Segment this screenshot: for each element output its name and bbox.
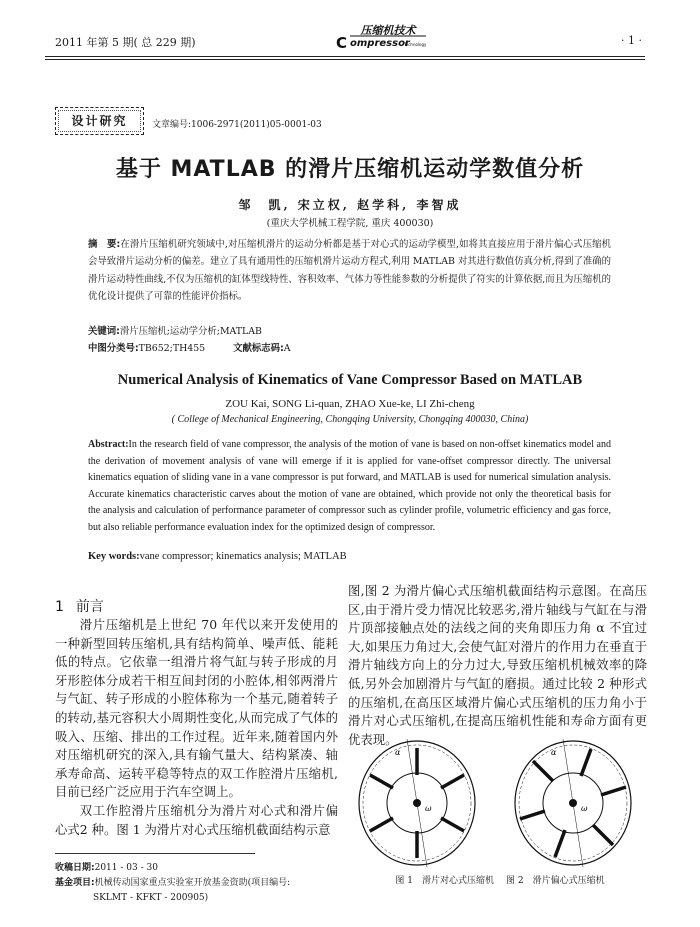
authors-cn: 邹 凯, 宋立权, 赵学科, 李智成	[238, 198, 462, 212]
logo-c: C	[336, 34, 348, 52]
svg-text:ω: ω	[581, 804, 588, 813]
classification-cn: 中图分类号:TB652;TH455 文献标志码:A	[88, 343, 291, 354]
paragraph-3: 图,图 2 为滑片偏心式压缩机截面结构示意图。在高压区,由于滑片受力情况比较恶劣,滑片轴线与气缸在与滑片顶部接触点处的法线之间的夹角即压力角 α 不宜过大,如果压力角过大,会使气缸对滑片的作用力在垂直于滑片轴线方向上的分力过大,导致压缩机机械效率的降低,另外会加剧滑片与气缸的磨损。通过比较 2 种形式的压缩机,在高压区域滑片偏心式压缩机的压力角小于滑片对心式压缩机,在提高压缩机性能和寿命方面有更优表现。	[348, 583, 647, 747]
figure-2-caption: 图 2 滑片偏心式压缩机	[506, 876, 605, 886]
keywords-cn: 关键词:滑片压缩机;运动学分析;MATLAB	[88, 326, 262, 337]
logo-en-small: Technology	[404, 42, 427, 47]
abstract-en	[88, 437, 611, 537]
section-heading: 1 前言	[55, 599, 104, 615]
abstract-cn	[88, 236, 611, 305]
figure-captions	[350, 873, 650, 886]
figure-1-drawing	[359, 739, 475, 867]
abstract-cn-label: 摘 要:	[88, 239, 121, 250]
footnote-rule	[55, 853, 255, 854]
title-en: Numerical Analysis of Kinematics of Vane Compressor Based on MATLAB	[117, 372, 583, 388]
section-tag: 设计研究	[55, 107, 144, 135]
authors-en: ZOU Kai, SONG Li-quan, ZHAO Xue-ke, LI Zhi-cheng	[225, 398, 475, 410]
keywords-en: Key words:vane compressor; kinematics analysis; MATLAB	[88, 551, 347, 562]
svg-text:α: α	[551, 748, 557, 757]
body-column-right	[348, 582, 647, 749]
journal-logo	[330, 22, 430, 52]
svg-text:ω: ω	[425, 804, 432, 813]
abstract-en-text: In the research field of vane compressor, the analysis of the motion of vane is based on non-offset kinematics model and the derivation of movement analysis of vane will emerge if it is applied for vane-offset compressor directly. The universal kinematics equation of sliding vane in a vane compressor is put forward, and MATLAB is used for numerical simulation analysis. Accurate kinematics characteristic carves about the motion of vane are obtained, which provide not only the theoretical basis for the analysis and calculation of performance parameter of compressor such as cylinder profile, volumetric efficiency and gas force, but also reliable performance evaluation index for the optimized design of compressor.	[88, 439, 611, 533]
logo-en: ompressor	[350, 38, 410, 49]
paragraph-1: 滑片压缩机是上世纪 70 年代以来开发使用的一种新型回转压缩机,具有结构简单、噪声低、能耗低的特点。它依靠一组滑片将气缸与转子形成的月牙形腔体分成若干相互间封闭的小腔体,相邻两滑片与气缸、转子形成的小腔体称为一个基元,随着转子的转动,基元容积大小周期性变化,从而完成了气体的吸入、压缩、排出的工作过程。近年来,随着国内外对压缩机研究的深入,具有输气量大、结构紧凑、轴承寿命高、运转平稳等特点的双工作腔滑片压缩机,目前已经广泛应用于汽车空调上。	[55, 617, 338, 800]
article-number: 文章编号:1006-2971(2011)05-0001-03	[152, 120, 322, 130]
header-rule	[45, 56, 645, 57]
figure-2-drawing	[515, 739, 631, 867]
logo-cn: 压缩机技术	[360, 24, 416, 37]
affiliation-en: ( College of Mechanical Engineering, Chongqing University, Chongqing 400030, China)	[171, 414, 529, 425]
header-rule-thin	[45, 59, 645, 60]
svg-text:α: α	[395, 748, 401, 757]
issue-info: 2011 年第 5 期( 总 229 期)	[55, 36, 196, 49]
figure-1-caption: 图 1 滑片对心式压缩机	[395, 876, 494, 886]
affiliation-cn: (重庆大学机械工程学院, 重庆 400030)	[266, 218, 434, 229]
body-column-left	[55, 616, 338, 839]
paragraph-2: 双工作腔滑片压缩机分为滑片对心式和滑片偏心式2 种。图 1 为滑片对心式压缩机截面结构示意	[55, 802, 338, 837]
page-number: · 1 ·	[621, 34, 642, 47]
footnote: 收稿日期:2011 - 03 - 30 基金项目:机械传动国家重点实验室开放基金资助(项目编号: SKLMT - KFKT - 200905)	[55, 863, 291, 903]
title-cn: 基于 MATLAB 的滑片压缩机运动学数值分析	[115, 157, 585, 182]
compressor-figures	[355, 733, 645, 873]
abstract-en-label: Abstract:	[88, 439, 129, 450]
abstract-cn-text: 在滑片压缩机研究领域中,对压缩机滑片的运动分析都是基于对心式的运动学模型,如将其直接应用于滑片偏心式压缩机会导致滑片运动分析的偏差。建立了具有通用性的压缩机滑片运动方程式,利用 MATLAB 对其进行数值仿真分析,得到了准确的滑片运动特性曲线,不仅为压缩机的缸体型线特性、容积效率、气体力等性能参数的分析提供了符实的计算依据,而且为压缩机的优化设计提供了可靠的性能评价指标。	[88, 239, 612, 302]
